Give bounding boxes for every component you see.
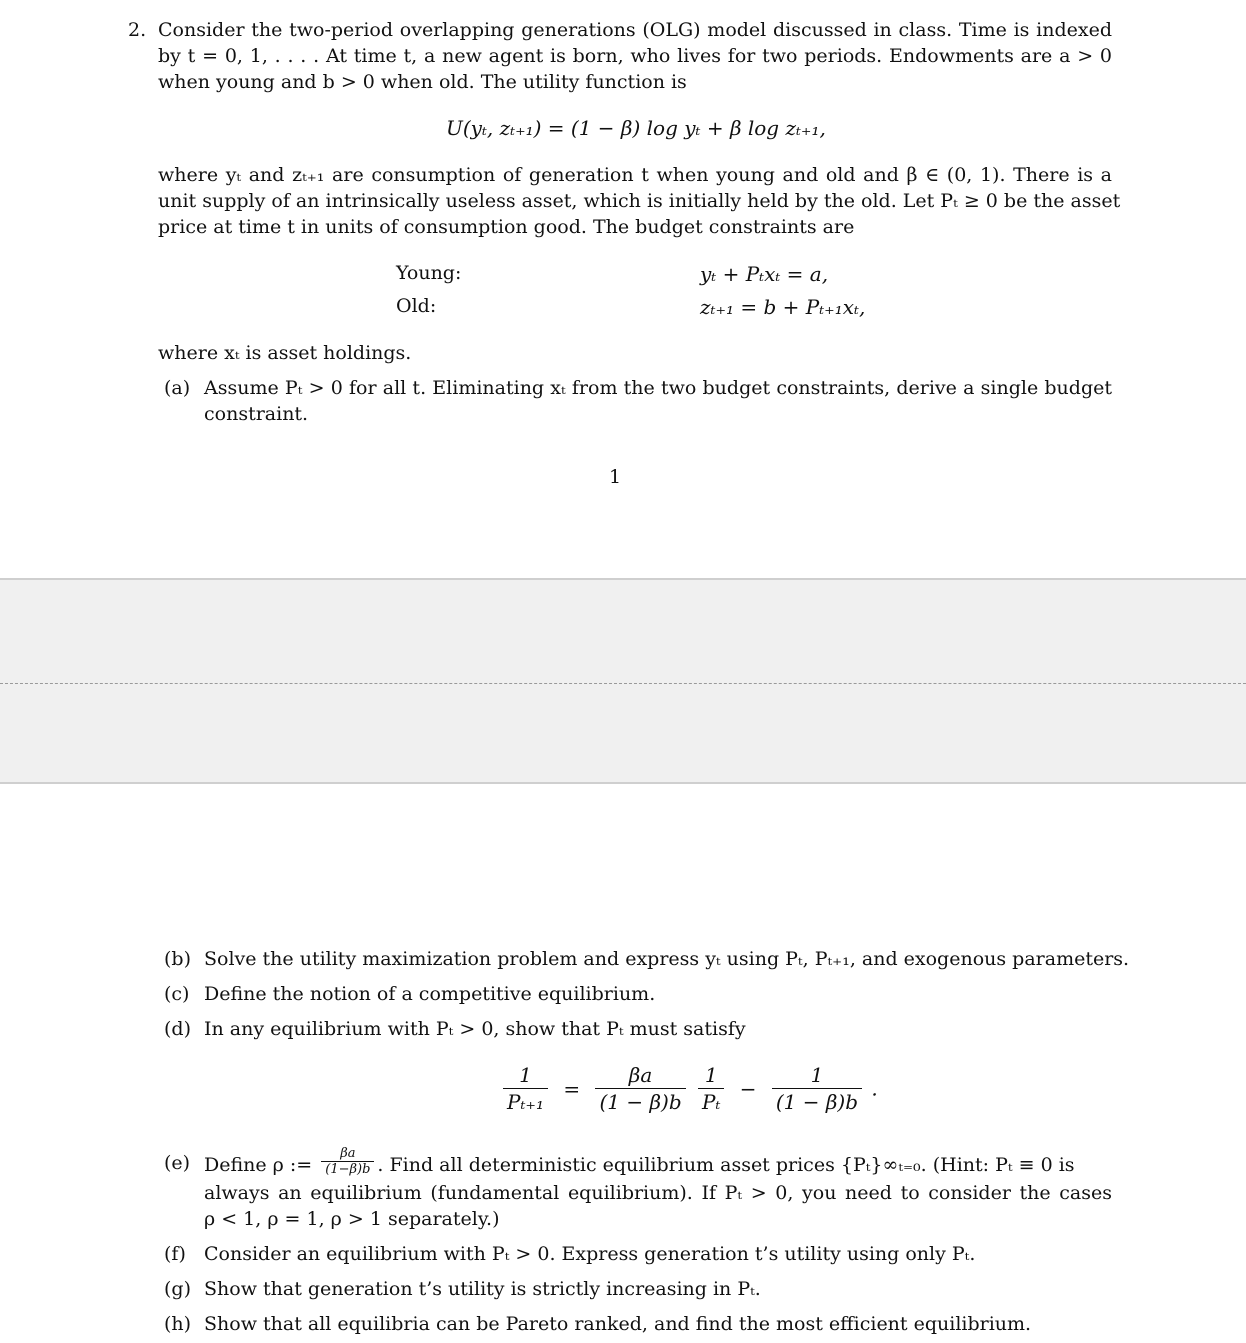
rho-definition: Define ρ :=	[204, 1154, 313, 1176]
term1b-denominator: Pₜ	[701, 1090, 721, 1114]
part-h-label: (h)	[164, 1313, 192, 1335]
description-line: unit supply of an intrinsically useless asset, which is initially held by the old. Let Pₜ ≥ 0 be the asset	[158, 190, 1121, 212]
part-b-label: (b)	[164, 948, 191, 970]
part-a-label: (a)	[164, 377, 191, 399]
minus-sign: −	[739, 1076, 757, 1101]
old-constraint: zₜ₊₁ = b + Pₜ₊₁xₜ,	[700, 295, 866, 319]
part-a-line: Assume Pₜ > 0 for all t. Eliminating xₜ from the two budget constraints, derive a single budget	[204, 377, 1112, 399]
part-c-text: Define the notion of a competitive equilibrium.	[204, 983, 656, 1005]
part-d-label: (d)	[164, 1018, 191, 1040]
term1b-fraction	[698, 1062, 724, 1115]
description-line: where yₜ and zₜ₊₁ are consumption of generation t when young and old and β ∈ (0, 1). There is a	[158, 164, 1112, 186]
description-line: price at time t in units of consumption good. The budget constraints are	[158, 216, 855, 238]
intro-line: by t = 0, 1, . . . . At time t, a new agent is born, who lives for two periods. Endowments are a > 0	[158, 45, 1112, 67]
page-gap	[0, 578, 1246, 784]
page-number: 1	[609, 466, 622, 488]
lhs-numerator: 1	[503, 1062, 548, 1089]
term2-numerator: 1	[772, 1062, 862, 1089]
part-f-label: (f)	[164, 1243, 186, 1265]
part-a-text	[204, 375, 1112, 427]
part-e-line1	[204, 1146, 1112, 1178]
term1-fraction	[595, 1062, 685, 1115]
term1-denominator: (1 − β)b	[599, 1090, 682, 1114]
part-e-line2: always an equilibrium (fundamental equilibrium). If Pₜ > 0, you need to consider the cases	[204, 1182, 1112, 1204]
part-e-question: . Find all deterministic equilibrium asset prices {Pₜ}∞ₜ₌₀. (Hint: Pₜ ≡ 0 is	[377, 1154, 1075, 1176]
term1-numerator: βa	[595, 1062, 685, 1089]
part-e-continued	[204, 1180, 1112, 1232]
lhs-denominator: Pₜ₊₁	[507, 1090, 544, 1114]
equals-sign: =	[563, 1076, 581, 1101]
term2-denominator: (1 − β)b	[775, 1090, 859, 1114]
page-break-line	[0, 683, 1246, 684]
part-g-label: (g)	[164, 1278, 191, 1300]
term1b-numerator: 1	[698, 1062, 724, 1089]
part-g-text: Show that generation t’s utility is strictly increasing in Pₜ.	[204, 1278, 761, 1300]
lhs-fraction	[503, 1062, 548, 1115]
equation-d	[500, 1062, 878, 1115]
part-f-text: Consider an equilibrium with Pₜ > 0. Express generation t’s utility using only Pₜ.	[204, 1243, 976, 1265]
part-c-label: (c)	[164, 983, 190, 1005]
young-label: Young:	[396, 262, 462, 284]
part-d-text: In any equilibrium with Pₜ > 0, show that Pₜ must satisfy	[204, 1018, 746, 1040]
intro-line: Consider the two-period overlapping generations (OLG) model discussed in class. Time is indexed	[158, 19, 1112, 41]
part-h-text: Show that all equilibria can be Pareto ranked, and find the most efficient equilibrium.	[204, 1313, 1032, 1335]
part-b-text: Solve the utility maximization problem and express yₜ using Pₜ, Pₜ₊₁, and exogenous parameters.	[204, 948, 1130, 970]
intro-line: when young and b > 0 when old. The utility function is	[158, 71, 687, 93]
utility-equation: U(yₜ, zₜ₊₁) = (1 − β) log yₜ + β log zₜ₊₁,	[446, 116, 826, 140]
model-description	[158, 162, 1121, 240]
rho-denominator: (1−β)b	[325, 1162, 371, 1177]
term2-fraction	[772, 1062, 862, 1115]
rho-fraction	[321, 1146, 374, 1177]
problem-number: 2.	[128, 19, 147, 41]
holdings-line: where xₜ is asset holdings.	[158, 342, 412, 364]
young-constraint: yₜ + Pₜxₜ = a,	[700, 262, 829, 286]
part-e-label: (e)	[164, 1152, 191, 1174]
problem-intro	[158, 17, 1112, 95]
rho-numerator: βa	[321, 1146, 374, 1162]
page-2	[0, 784, 1246, 1343]
page-1	[0, 0, 1246, 578]
part-a-line: constraint.	[204, 403, 309, 425]
part-e-line3: ρ < 1, ρ = 1, ρ > 1 separately.)	[204, 1208, 500, 1230]
old-label: Old:	[396, 295, 437, 317]
equation-end: .	[871, 1076, 878, 1101]
